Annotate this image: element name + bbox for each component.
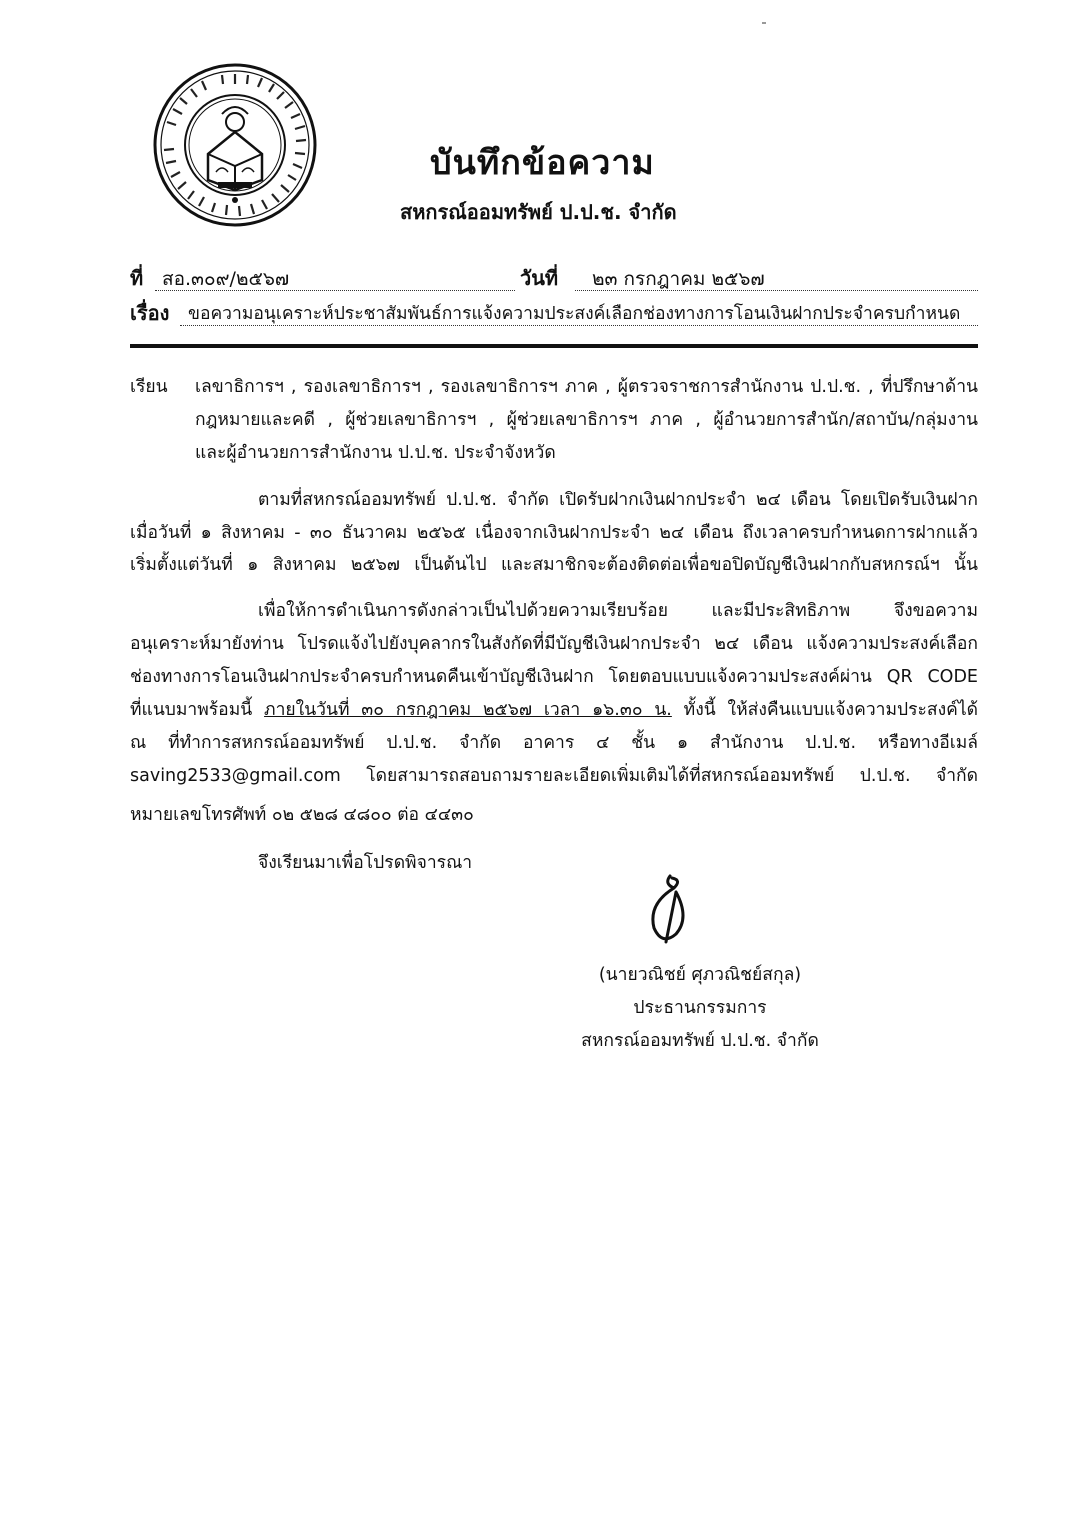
- deadline-underlined: ภายในวันที่ ๓๐ กรกฎาคม ๒๕๖๗ เวลา ๑๖.๓๐ น.: [264, 700, 672, 720]
- subject-dotted-line: [180, 325, 978, 326]
- cooperative-seal-logo: [152, 62, 318, 228]
- ref-dotted-line: [155, 290, 515, 291]
- para2-line-1: เพื่อให้การดำเนินการดังกล่าวเป็นไปด้วยความเรียบร้อย และมีประสิทธิภาพ จึงขอความ: [258, 601, 978, 621]
- para2-line-7: หมายเลขโทรศัพท์ ๐๒ ๕๒๘ ๔๘๐๐ ต่อ ๔๔๓๐: [130, 805, 474, 825]
- para2-line-3: ช่องทางการโอนเงินฝากประจำครบกำหนดคืนเข้าบัญชีเงินฝาก โดยตอบแบบแจ้งความประสงค์ผ่าน QR CODE: [130, 667, 978, 687]
- signatory-organization: สหกรณ์ออมทรัพย์ ป.ป.ช. จำกัด: [581, 1031, 819, 1051]
- para2-line-5: ณ ที่ทำการสหกรณ์ออมทรัพย์ ป.ป.ช. จำกัด อาคาร ๔ ชั้น ๑ สำนักงาน ป.ป.ช. หรือทางอีเมล์: [130, 733, 978, 753]
- para2-line-2: อนุเคราะห์มายังท่าน โปรดแจ้งไปยังบุคลากรในสังกัดที่มีบัญชีเงินฝากประจำ ๒๔ เดือน แจ้งความประสงค์เลือก: [130, 634, 978, 654]
- signatory-position: ประธานกรรมการ: [633, 998, 767, 1018]
- organization-name: สหกรณ์ออมทรัพย์ ป.ป.ช. จำกัด: [400, 200, 677, 224]
- date-dotted-line: [575, 290, 978, 291]
- to-label: เรียน: [130, 377, 168, 397]
- para2-line-4: [130, 695, 978, 727]
- ref-row: [130, 262, 143, 294]
- to-line-2: กฎหมายและคดี , ผู้ช่วยเลขาธิการฯ , ผู้ช่วยเลขาธิการฯ ภาค , ผู้อำนวยการสำนัก/สถาบัน/กลุ่มงาน: [195, 410, 978, 430]
- scan-mark: [762, 22, 766, 24]
- handwritten-signature: [636, 870, 706, 950]
- para1-line-1: ตามที่สหกรณ์ออมทรัพย์ ป.ป.ช. จำกัด เปิดรับฝากเงินฝากประจำ ๒๔ เดือน โดยเปิดรับเงินฝาก: [258, 490, 978, 510]
- para2-line-4-pre: ที่แนบมาพร้อมนี้: [130, 700, 265, 720]
- subject-label-wrap: [130, 297, 169, 329]
- subject-value: ขอความอนุเคราะห์ประชาสัมพันธ์การแจ้งความประสงค์เลือกช่องทางการโอนเงินฝากประจำครบกำหนด: [188, 304, 961, 324]
- ref-label: ที่: [130, 266, 144, 290]
- para1-line-3: เริ่มตั้งแต่วันที่ ๑ สิงหาคม ๒๕๖๗ เป็นต้นไป และสมาชิกจะต้องติดต่อเพื่อขอปิดบัญชีเงินฝากกับสหกรณ์ฯ นั้น: [130, 555, 978, 575]
- para1-line-2: เมื่อวันที่ ๑ สิงหาคม - ๓๐ ธันวาคม ๒๕๖๕ เนื่องจากเงินฝากประจำ ๒๔ เดือน ถึงเวลาครบกำหนดการฝากแล้ว: [130, 523, 978, 543]
- closing-line: จึงเรียนมาเพื่อโปรดพิจารณา: [258, 853, 473, 873]
- subject-label: เรื่อง: [130, 301, 170, 325]
- document-title: บันทึกข้อความ: [430, 143, 655, 183]
- header-divider: [130, 344, 978, 348]
- para2-line-4-post: ทั้งนี้ ให้ส่งคืนแบบแจ้งความประสงค์ได้: [671, 700, 979, 720]
- para2-line-6: saving2533@gmail.com โดยสามารถสอบถามรายละเอียดเพิ่มเติมได้ที่สหกรณ์ออมทรัพย์ ป.ป.ช. จำกัด: [130, 766, 978, 786]
- signatory-name: (นายวณิชย์ ศุภวณิชย์สกุล): [598, 965, 802, 985]
- ref-value: สอ.๓๐๙/๒๕๖๗: [162, 268, 290, 290]
- date-label-wrap: [520, 262, 558, 294]
- to-line-1: เลขาธิการฯ , รองเลขาธิการฯ , รองเลขาธิการฯ ภาค , ผู้ตรวจราชการสำนักงาน ป.ป.ช. , ที่ปรึกษาด้าน: [195, 377, 978, 397]
- date-label: วันที่: [520, 266, 559, 290]
- to-line-3: และผู้อำนวยการสำนักงาน ป.ป.ช. ประจำจังหวัด: [195, 443, 556, 463]
- date-value: ๒๓ กรกฎาคม ๒๕๖๗: [592, 268, 765, 290]
